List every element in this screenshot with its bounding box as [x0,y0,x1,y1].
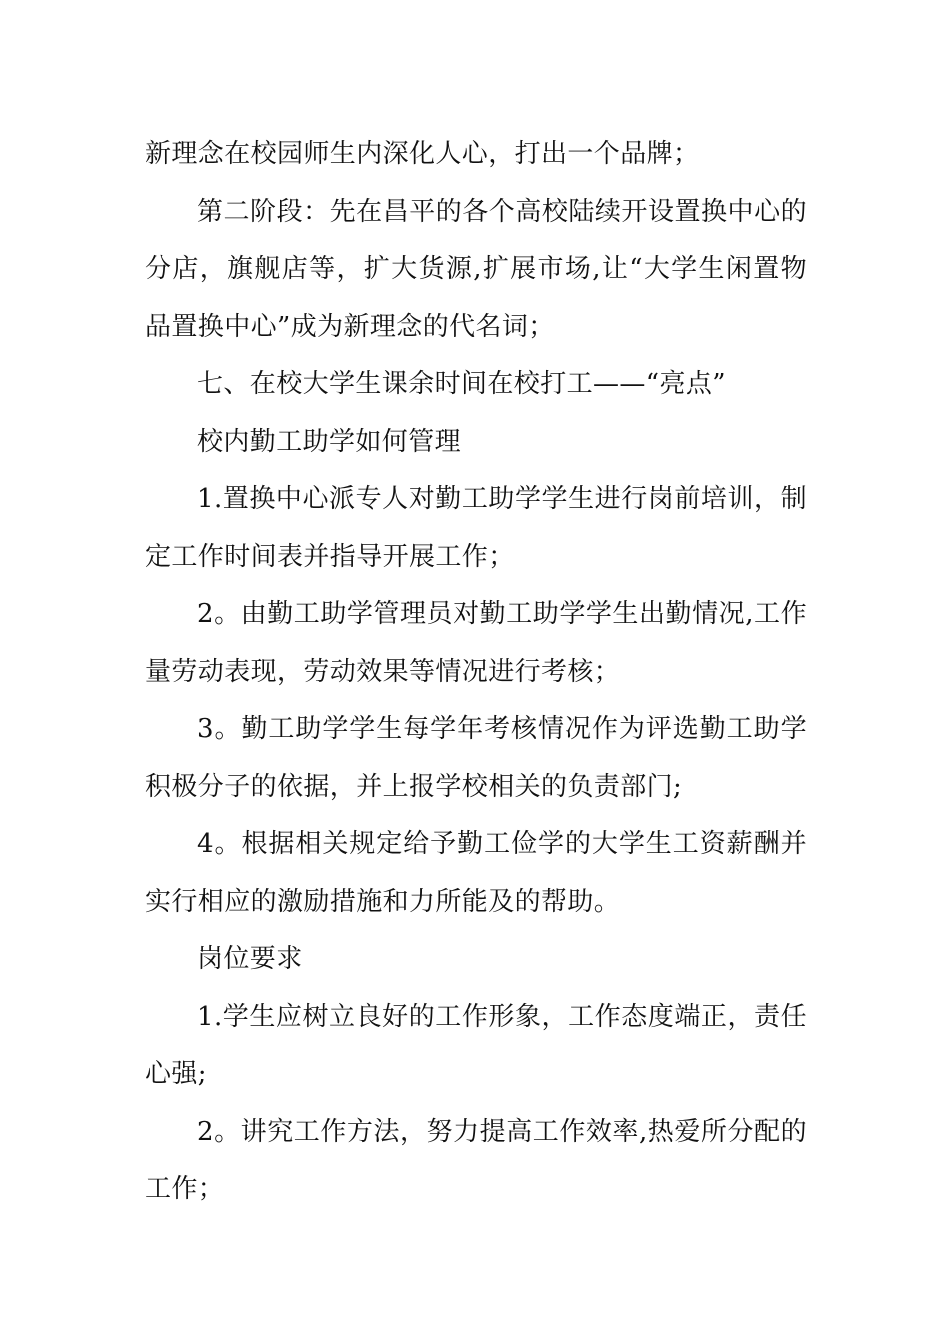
section-heading-seven: 七、在校大学生课余时间在校打工——“亮点” [197,369,726,399]
requirement-item-1: 1.学生应树立良好的工作形象，工作态度端正，责任心强; [145,1001,807,1089]
requirement-item-2: 2。讲究工作方法，努力提高工作效率,热爱所分配的工作； [145,1116,807,1204]
management-item-2: 2。由勤工助学管理员对勤工助学学生出勤情况,工作量劳动表现，劳动效果等情况进行考核； [145,599,807,687]
management-item-3: 3。勤工助学学生每学年考核情况作为评选勤工助学积极分子的依据，并上报学校相关的负责部门; [145,714,807,802]
management-item-4: 4。根据相关规定给予勤工俭学的大学生工资薪酬并实行相应的激励措施和力所能及的帮助。 [145,829,807,917]
document-body [145,126,807,1219]
subheading-management: 校内勤工助学如何管理 [197,426,462,457]
paragraph-stage-two: 第二阶段：先在昌平的各个高校陆续开设置换中心的分店，旗舰店等，扩大货源,扩展市场,让“大学生闲置物品置换中心”成为新理念的代名词； [145,196,807,342]
paragraph-intro-continuation: 新理念在校园师生内深化人心，打出一个品牌； [145,139,700,169]
subheading-requirements: 岗位要求 [197,944,303,974]
management-item-1: 1.置换中心派专人对勤工助学学生进行岗前培训，制定工作时间表并指导开展工作； [145,484,807,572]
